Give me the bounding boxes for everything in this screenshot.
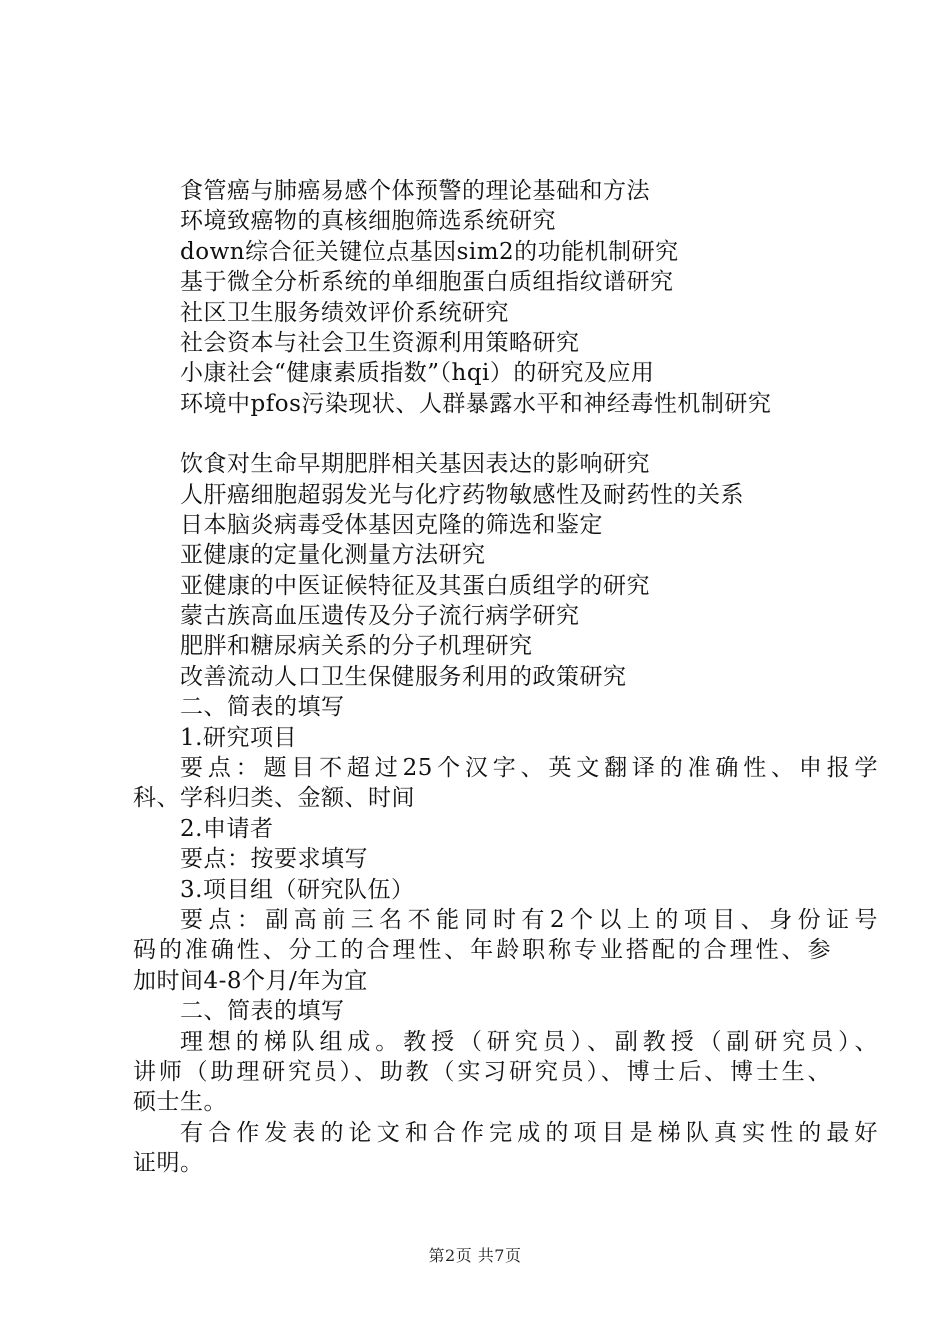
list-item: 小康社会“健康素质指数”（hqi）的研究及应用 bbox=[180, 360, 655, 387]
list-item: 环境致癌物的真核细胞筛选系统研究 bbox=[180, 208, 556, 235]
paragraph-text: 讲师（助理研究员）、助教（实习研究员）、博士后、博士生、 bbox=[133, 1058, 831, 1085]
item-point-text: 码的准确性、分工的合理性、年龄职称专业搭配的合理性、参 bbox=[133, 937, 831, 964]
project-list-2 bbox=[133, 449, 833, 692]
list-item: 蒙古族高血压遗传及分子流行病学研究 bbox=[180, 603, 580, 630]
item-point-text: 加时间4-8个月/年为宜 bbox=[133, 967, 368, 994]
list-item: 肥胖和糖尿病关系的分子机理研究 bbox=[180, 633, 533, 660]
item-point-text: 要点：按要求填写 bbox=[180, 846, 368, 873]
list-item: 社会资本与社会卫生资源利用策略研究 bbox=[180, 329, 580, 356]
list-item: 亚健康的中医证候特征及其蛋白质组学的研究 bbox=[180, 572, 650, 599]
list-item: 亚健康的定量化测量方法研究 bbox=[180, 542, 486, 569]
list-item: 日本脑炎病毒受体基因克隆的筛选和鉴定 bbox=[180, 511, 603, 538]
item-point-text: 要点：题目不超过25个汉字、英文翻译的准确性、申报学 bbox=[180, 755, 878, 782]
item-title-project-team: 3.项目组（研究队伍） bbox=[180, 876, 415, 903]
list-item: 改善流动人口卫生保健服务利用的政策研究 bbox=[180, 663, 627, 690]
list-item: down综合征关键位点基因sim2的功能机制研究 bbox=[180, 238, 679, 265]
item-title-applicant: 2.申请者 bbox=[180, 815, 274, 842]
list-item: 基于微全分析系统的单细胞蛋白质组指纹谱研究 bbox=[180, 269, 674, 296]
item-point-text: 科、学科归类、金额、时间 bbox=[133, 785, 415, 812]
paragraph-text: 证明。 bbox=[133, 1150, 204, 1177]
paragraph-text: 有合作发表的论文和合作完成的项目是梯队真实性的最好 bbox=[180, 1119, 878, 1146]
list-item: 食管癌与肺癌易感个体预警的理论基础和方法 bbox=[180, 178, 650, 204]
list-item: 社区卫生服务绩效评价系统研究 bbox=[180, 299, 509, 326]
item-point-text: 要点：副高前三名不能同时有2个以上的项目、身份证号 bbox=[180, 906, 878, 933]
list-item: 环境中pfos污染现状、人群暴露水平和神经毒性机制研究 bbox=[180, 390, 772, 417]
item-title-research-project: 1.研究项目 bbox=[180, 724, 297, 751]
project-list-1 bbox=[133, 176, 833, 419]
blank-line bbox=[133, 419, 833, 449]
paragraph-text: 理想的梯队组成。教授（研究员）、副教授（副研究员）、 bbox=[180, 1028, 878, 1055]
section-heading: 二、简表的填写 bbox=[180, 694, 345, 721]
paragraph-text: 硕士生。 bbox=[133, 1089, 227, 1116]
page-number-footer: 第2页 共7页 bbox=[428, 1246, 522, 1265]
section-heading: 二、简表的填写 bbox=[180, 998, 345, 1025]
list-item: 饮食对生命早期肥胖相关基因表达的影响研究 bbox=[180, 451, 650, 478]
document-body bbox=[133, 176, 878, 1179]
list-item: 人肝癌细胞超弱发光与化疗药物敏感性及耐药性的关系 bbox=[180, 481, 744, 508]
